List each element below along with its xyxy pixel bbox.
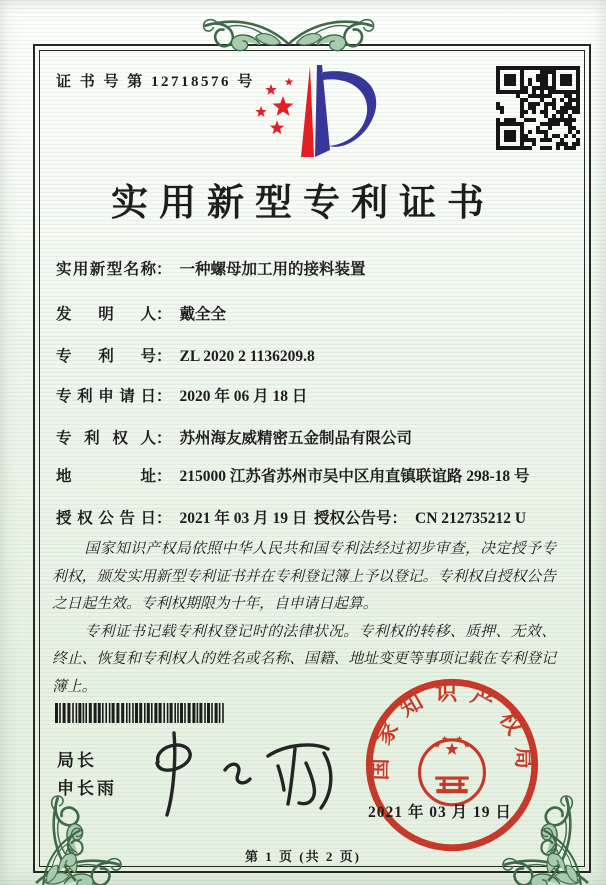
field-value: 戴全全 <box>179 306 227 323</box>
colon: ： <box>156 348 172 365</box>
field-value: ZL 2020 2 1136209.8 <box>179 348 315 365</box>
field-grant-line <box>56 506 566 528</box>
field-utility-model-name <box>56 257 566 279</box>
colon: ： <box>156 430 172 447</box>
qr-code <box>496 66 580 150</box>
floral-border-ornament-bottom-left <box>18 761 148 885</box>
field-value: 一种螺母加工用的接料装置 <box>179 261 366 278</box>
legal-paragraph-2: 专利证书记载专利权登记时的法律状况。专利权的转移、质押、无效、终止、恢复和专利权人的姓名或名称、国籍、地址变更等事项记载在专利登记簿上。 <box>52 623 556 695</box>
legal-paragraph-1: 国家知识产权局依照中华人民共和国专利法经过初步审查，决定授予专利权，颁发实用新型专利证书并在专利登记簿上予以登记。专利权自授权公告之日起生效。专利权期限为十年，自申请日起算。 <box>52 541 556 612</box>
floral-border-ornament-top <box>199 8 379 56</box>
colon: ： <box>156 468 172 485</box>
field-inventor <box>56 302 566 324</box>
field-value: 2021 年 03 月 19 日 <box>179 510 308 527</box>
seal-date: 2021 年 03 月 19 日 <box>368 804 512 821</box>
certificate-title: 实用新型专利证书 <box>111 183 495 224</box>
field-grant-number <box>314 506 526 528</box>
national-emblem <box>420 736 485 805</box>
field-label: 实用新型名称 <box>56 261 156 278</box>
field-label: 授权公告日 <box>56 510 156 527</box>
field-value: 215000 江苏省苏州市吴中区甪直镇联谊路 298-18 号 <box>179 468 530 485</box>
field-label: 地址 <box>56 468 156 485</box>
colon: ： <box>156 388 172 405</box>
field-value: CN 212735212 U <box>415 510 527 527</box>
field-patentee <box>56 426 566 448</box>
director-name: 申长雨 <box>57 779 117 798</box>
colon: ： <box>391 510 408 527</box>
floral-border-ornament-bottom-right <box>476 761 606 885</box>
page-footer: 第 1 页 (共 2 页) <box>245 849 361 864</box>
barcode <box>55 703 227 723</box>
field-filing-date <box>56 384 566 406</box>
field-value: 2020 年 06 月 18 日 <box>179 388 308 405</box>
field-address <box>56 464 566 486</box>
colon: ： <box>156 261 172 278</box>
certificate-number: 证 书 号 第 12718576 号 <box>56 74 255 90</box>
director-title: 局长 <box>57 751 97 770</box>
colon: ： <box>156 306 172 323</box>
seal-text: 国家知识产权局 <box>366 680 538 781</box>
director-signature <box>128 726 353 818</box>
cnipa-logo <box>233 60 385 162</box>
field-label: 专利申请日 <box>56 388 156 405</box>
field-patent-number <box>56 344 566 366</box>
field-label: 专利号 <box>56 348 156 365</box>
field-label: 专利权人 <box>56 430 156 447</box>
field-label: 授权公告号 <box>314 510 392 527</box>
colon: ： <box>156 510 172 527</box>
field-label: 发明人 <box>56 306 156 323</box>
field-value: 苏州海友威精密五金制品有限公司 <box>179 430 413 447</box>
